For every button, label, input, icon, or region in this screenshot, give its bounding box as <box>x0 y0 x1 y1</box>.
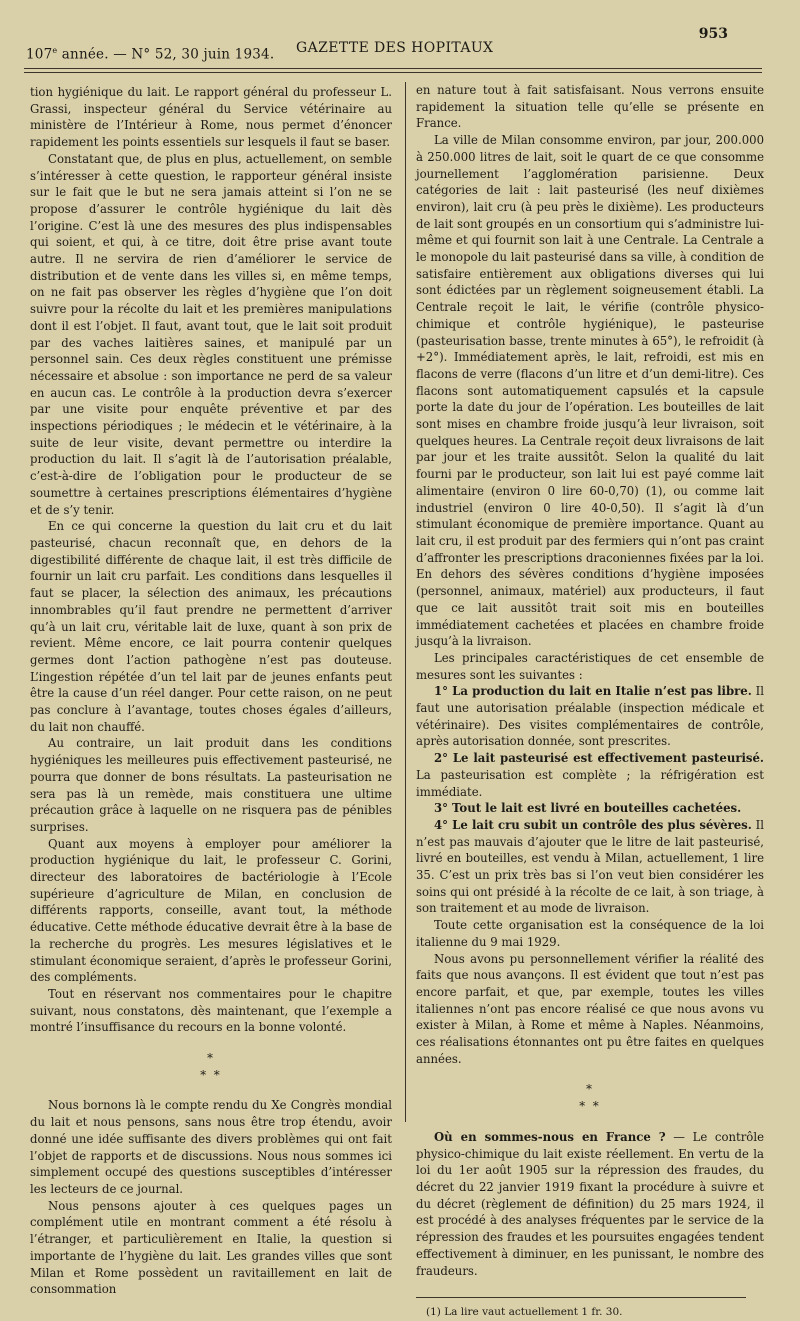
paragraph: Nous bornons là le compte rendu du Xe Congrès mondial du lait et nous pensons, sans nous être trop étendu, avoir donné une idée suffisante des divers problèmes qui ont fait l’objet de rapports et de discussions. Nous nous sommes ici simplement occupé des questions susceptibles d’intéresser les lecteurs de ce journal. <box>30 1098 392 1196</box>
journal-title: GAZETTE DES HOPITAUX <box>296 40 494 56</box>
paragraph: Au contraire, un lait produit dans les conditions hygiéniques les meilleures puis effectivement pasteurisé, ne pourra que donner de bons résultats. La pasteurisation ne sera pas là un remède, mais constituera une ultime précaution grâce à laquelle on ne risquera pas de pénibles surprises. <box>30 736 392 834</box>
list-item-heading: 4° Le lait cru subit un contrôle des plus sévères. <box>434 817 752 832</box>
list-item-heading: 2° Le lait pasteurisé est effectivement pasteurisé. <box>434 751 764 766</box>
list-item-text: Il n’est pas mauvais d’ajouter que le litre de lait pasteurisé, livré en bouteilles, est vendu à Milan, actuellement, 1 lire 35. C’est un prix très bas si l’on veut bien considérer les soins qui ont présidé à la récolte de ce lait, à son triage, à son traitement et au mode de livraison. <box>416 817 764 916</box>
paragraph: en nature tout à fait satisfaisant. Nous verrons ensuite rapidement la situation telle qu’elle se présente en France. <box>416 83 764 131</box>
paragraph <box>416 1129 764 1279</box>
list-item-text: La pasteurisation est complète ; la réfrigération est immédiate. <box>416 767 764 799</box>
section-divider: * * * <box>200 1051 222 1082</box>
paragraph: Nous pensons ajouter à ces quelques pages un complément utile en montrant comment a été résolu à l’étranger, et particulièrement en Italie, la question si importante de l’hygiène du lait. Les grandes villes que sont Milan et Rome possèdent un ravitaillement en lait de consommation <box>30 1198 392 1297</box>
list-item <box>416 683 764 750</box>
paragraph: Quant aux moyens à employer pour améliorer la production hygiénique du lait, le professeur C. Gorini, directeur des laboratoires de bactériologie à l’Ecole supérieure d’agriculture de Milan, en conclusion de différents rapports, conseille, avant tout, la méthode éducative. Cette méthode éducative devrait être à la base de la recherche du progrès. Les mesures législatives et le stimulant économique seraient, d’après le professeur Gorini, des compléments. <box>30 836 392 985</box>
paragraph-text: — Le contrôle physico-chimique du lait existe réellement. En vertu de la loi du 1er août 1905 sur la répression des fraudes, du décret du 22 janvier 1919 fixant la procédure à suivre et du décret (règlement de définition) du 25 mars 1924, il est procédé à des analyses fréquentes par le service de la répression des fraudes et les poursuites engagées tendent effectivement à diminuer, en les punissant, le nombre des fraudeurs. <box>416 1129 764 1278</box>
paragraph: Toute cette organisation est la conséquence de la loi italienne du 9 mai 1929. <box>416 918 764 949</box>
right-column <box>416 82 764 1321</box>
footnote: (1) La lire vaut actuellement 1 fr. 30. <box>426 1306 623 1319</box>
issue-date: année. — N° 52, 30 juin 1934. <box>57 46 275 63</box>
column-separator <box>405 82 406 1122</box>
paragraph: La ville de Milan consomme environ, par jour, 200.000 à 250.000 litres de lait, soit le quart de ce que consomme journellement l’agglomération parisienne. Deux catégories de lait : lait pasteurisé (les neuf dixièmes environ), lait cru (à peu près le dixième). Les producteurs de lait sont groupés en un consortium qui s’administre lui-même et qui fournit son lait à une Centrale. La Centrale a le monopole du lait pasteurisé dans sa ville, à condition de satisfaire entièrement aux obligations diverses qui lui sont édictées par un règlement soigneusement établi. La Centrale reçoit le lait, le vérifie (contrôle physico-chimique et contrôle hygiénique), le pasteurise (pasteurisation basse, trente minutes à 65°), le refroidit (à +2°). Immédiatement après, le lait, refroidi, est mis en flacons de verre (flacons d’un litre et d’un demi-litre). Ces flacons sont automatiquement capsulés et la capsule porte la date du jour de l’opération. Les bouteilles de lait sont mises en chambre froide jusqu’à leur livraison, soit quelques heures. La Centrale reçoit deux livraisons de lait par jour et les traite aussitôt. Selon la qualité du lait fourni par le producteur, son lait lui est payé comme lait alimentaire (environ 0 lire 60-0,70) (1), ou comme lait industriel (environ 0 lire 40-0,50). Il s’agit là d’un stimulant économique de première importance. Quant au lait cru, il est produit par des fermiers qui n’ont pas craint d’affronter les prescriptions draconiennes fixées par la loi. En dehors des sévères conditions d’hygiène imposées (personnel, animaux, matériel) aux producteurs, il faut que ce lait aussitôt trait soit mis en bouteilles immédiatement cachetées et placées en chambre froide jusqu’à la livraison. <box>416 133 764 649</box>
paragraph: Constatant que, de plus en plus, actuellement, on semble s’intéresser à cette question, le rapporteur général insiste sur le fait que le but ne sera jamais atteint si l’on ne se propose d’assurer le contrôle hygiénique du lait dès l’origine. C’est là une des mesures des plus indispensables qui soient, et qui, à ce titre, doit être prise avant toute autre. Il ne servira de rien d’améliorer le service de distribution et de vente dans les villes si, en même temps, on ne fait pas observer les règles d’hygiène que l’on doit suivre pour la récolte du lait et les premières manipulations dont il est l’objet. Il faut, avant tout, que le lait soit produit par des vaches laitières saines, et manipulé par un personnel sain. Ces deux règles constituent une prémisse nécessaire et absolue : son importance ne perd de sa valeur en aucun cas. Le contrôle à la production devra s’exercer par une visite pour enquête préventive et par des inspections périodiques ; le médecin et le vétérinaire, à la suite de leur visite, devant permettre ou interdire la production du lait. Il s’agit là de l’autorisation préalable, c’est-à-dire de l’obligation pour le producteur de se soumettre à certaines prescriptions élémentaires d’hygiène et de s’y tenir. <box>30 151 392 517</box>
paragraph: En ce qui concerne la question du lait cru et du lait pasteurisé, chacun reconnaît que, en dehors de la digestibilité différente de chaque lait, il est très difficile de fournir un lait cru parfait. Les conditions dans lesquelles il faut se placer, la sélection des animaux, les précautions innombrables qu’il faut prendre ne permettent d’arriver qu’à un lait cru, véritable lait de luxe, quant à son prix de revient. Même encore, ce lait pourra contenir quelques germes dont l’action pathogène n’est pas douteuse. L’ingestion répétée d’un tel lait par de jeunes enfants peut être la cause d’un réel danger. Pour cette raison, on ne peut pas conclure à l’avantage, toutes choses égales d’ailleurs, du lait non chauffé. <box>30 519 392 734</box>
page-number: 953 <box>698 26 728 42</box>
volume-number: 107 <box>26 46 53 63</box>
list-item <box>416 750 764 800</box>
section-heading: Où en sommes-nous en France ? <box>434 1129 666 1144</box>
list-item <box>416 800 764 817</box>
list-item-heading: 1° La production du lait en Italie n’est pas libre. <box>434 684 752 699</box>
footnote-rule <box>416 1297 746 1298</box>
paragraph: tion hygiénique du lait. Le rapport général du professeur L. Grassi, inspecteur général du Service vétérinaire au ministère de l’Intérieur à Rome, nous permet d’énoncer rapidement les points essentiels sur lesquels il faut se baser. <box>30 85 392 150</box>
section-divider: * * * <box>579 1082 601 1114</box>
list-item <box>416 817 764 917</box>
header-rule <box>24 68 762 69</box>
issue-line <box>26 46 274 63</box>
header-rule-thin <box>24 72 762 73</box>
paragraph: Tout en réservant nos commentaires pour le chapitre suivant, nous constatons, dès maintenant, que l’exemple a montré l’insuffisance du recours en la bonne volonté. <box>30 986 392 1035</box>
left-column <box>30 84 392 1298</box>
paragraph: Les principales caractéristiques de cet ensemble de mesures sont les suivantes : <box>416 650 764 682</box>
list-item-text: Il faut une autorisation préalable (inspection médicale et vétérinaire). Des visites complémentaires de contrôle, après autorisation donnée, sont prescrites. <box>416 684 764 749</box>
volume-suffix: e <box>52 46 58 55</box>
list-item-heading: 3° Tout le lait est livré en bouteilles cachetées. <box>434 801 742 816</box>
paragraph: Nous avons pu personnellement vérifier la réalité des faits que nous avançons. Il est évident que tout n’est pas encore parfait, et que, par exemple, toutes les villes italiennes n’ont pas encore réalisé ce que nous avons vu exister à Milan, à Rome et même à Naples. Néanmoins, ces réalisations étonnantes ont pu être faites en quelques années. <box>416 951 764 1066</box>
